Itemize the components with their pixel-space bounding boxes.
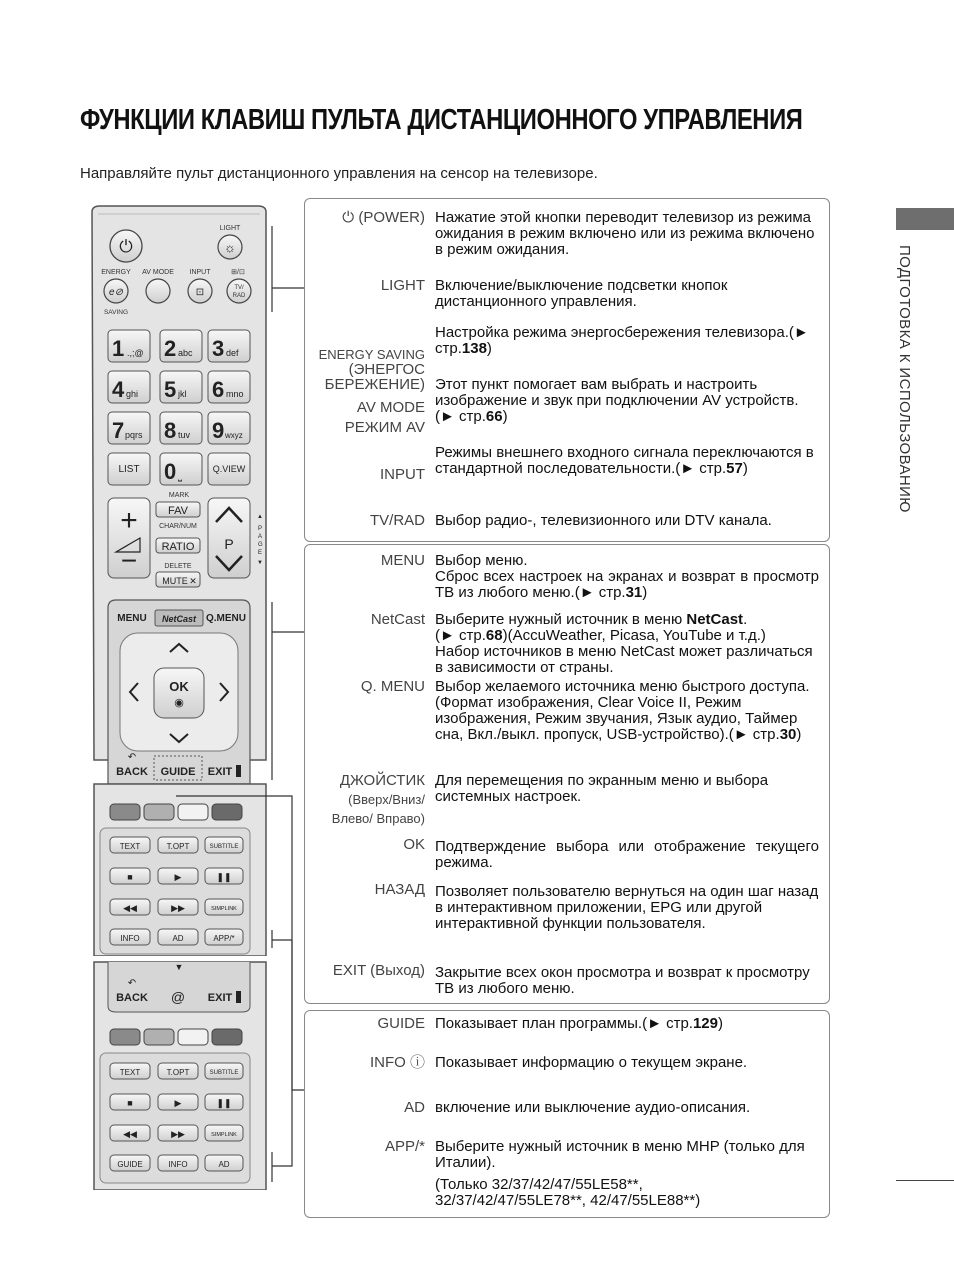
digit-key-8 — [160, 412, 202, 444]
svg-text:MUTE: MUTE — [162, 576, 188, 586]
svg-text:SUBTITLE: SUBTITLE — [209, 844, 239, 850]
svg-text:↶: ↶ — [127, 752, 137, 763]
svg-text:wxyz: wxyz — [225, 431, 243, 440]
menu-key: MENU — [117, 613, 147, 624]
svg-text:❚❚: ❚❚ — [216, 1098, 232, 1108]
svg-text:def: def — [226, 348, 239, 358]
svg-text:TV/: TV/ — [234, 285, 244, 291]
digit-key-4 — [108, 371, 150, 403]
avmode-label: AV MODE — [142, 269, 174, 276]
svg-text:P: P — [224, 536, 234, 552]
description-box-3: GUIDE Показывает план программы.(► стр.129) INFO ⓘ Показывает информацию о текущем экране. AD включение или выключение аудио-описания. APP/* Выберите нужный источник в меню MHP (только для Италии). (Только 32/37/42/47/55LE58**, 32/37/42/47/55LE78**, 42/47/55LE88**) — [304, 1010, 830, 1218]
svg-text:▲: ▲ — [257, 514, 263, 520]
tvrad-icon-label: ⊞/⊡ — [231, 269, 245, 276]
svg-text:■: ■ — [127, 1098, 133, 1108]
svg-text:APP/*: APP/* — [213, 934, 235, 943]
svg-text:↶: ↶ — [127, 978, 137, 989]
svg-text:▼: ▼ — [174, 962, 184, 972]
svg-text:3: 3 — [212, 336, 225, 361]
svg-text:▶: ▶ — [174, 1098, 182, 1108]
svg-text:INFO: INFO — [168, 1160, 188, 1169]
svg-text:▼: ▼ — [257, 560, 263, 566]
svg-text:◀◀: ◀◀ — [123, 903, 137, 913]
svg-text:AD: AD — [172, 934, 184, 943]
svg-text:✕: ✕ — [189, 576, 197, 586]
svg-text:mno: mno — [226, 389, 244, 399]
svg-text:P: P — [258, 526, 263, 532]
page-title: ФУНКЦИИ КЛАВИШ ПУЛЬТА ДИСТАНЦИОННОГО УПРАВЛЕНИЯ — [80, 104, 803, 136]
light-label: LIGHT — [219, 225, 241, 232]
digit-key-6 — [208, 371, 250, 403]
svg-text:⊡: ⊡ — [195, 287, 205, 298]
svg-text:jkl: jkl — [178, 389, 187, 399]
netcast-key: NetCast — [161, 614, 197, 624]
svg-text:RATIO: RATIO — [161, 541, 195, 553]
delete-label: DELETE — [164, 563, 192, 570]
svg-text:OK: OK — [169, 679, 189, 694]
svg-text:ghi: ghi — [126, 389, 139, 399]
svg-text:RAD: RAD — [232, 293, 246, 299]
exit-key: EXIT — [207, 766, 233, 778]
back-key: BACK — [116, 766, 148, 778]
svg-text:▶▶: ▶▶ — [171, 903, 185, 913]
digit-key-7 — [108, 412, 150, 444]
svg-text:2: 2 — [164, 336, 177, 361]
svg-text:◉: ◉ — [174, 697, 184, 709]
svg-text:⎵: ⎵ — [178, 471, 182, 482]
svg-text:pqrs: pqrs — [125, 430, 143, 440]
svg-text:T.OPT: T.OPT — [166, 842, 190, 851]
list-key — [108, 453, 150, 485]
svg-text:AD: AD — [218, 1160, 230, 1169]
svg-text:.,;@: .,;@ — [127, 348, 144, 358]
svg-text:e⊘: e⊘ — [109, 287, 123, 298]
section-side-label: ПОДГОТОВКА К ИСПОЛЬЗОВАНИЮ — [896, 245, 913, 513]
page-subtitle: Направляйте пульт дистанционного управления на сенсор на телевизоре. — [80, 165, 598, 182]
section-tab-marker — [896, 208, 954, 230]
svg-text:4: 4 — [112, 377, 125, 402]
av-mode-button — [146, 279, 170, 303]
svg-text:■: ■ — [127, 872, 133, 882]
remote-illustration — [80, 200, 304, 1190]
energy-label: ENERGY — [101, 269, 131, 276]
svg-text:⏻: ⏻ — [119, 237, 133, 256]
digit-key-1 — [108, 330, 150, 362]
svg-text:☼: ☼ — [224, 240, 236, 255]
svg-text:▶▶: ▶▶ — [171, 1129, 185, 1139]
at-key: @ — [170, 989, 186, 1005]
input-label: INPUT — [189, 269, 211, 276]
svg-text:8: 8 — [164, 418, 177, 443]
svg-text:FAV: FAV — [168, 505, 188, 517]
digit-key-2 — [160, 330, 202, 362]
digit-key-9 — [208, 412, 250, 444]
svg-text:Q.VIEW: Q.VIEW — [212, 464, 246, 474]
svg-text:INFO: INFO — [120, 934, 140, 943]
svg-text:GUIDE: GUIDE — [117, 1160, 143, 1169]
tv-rad-button — [227, 279, 251, 303]
svg-text:5: 5 — [164, 377, 177, 402]
exit-key-2: EXIT — [207, 992, 233, 1004]
saving-label: SAVING — [103, 309, 129, 316]
qmenu-key: Q.MENU — [206, 613, 246, 624]
svg-text:−: − — [120, 545, 138, 576]
svg-text:0: 0 — [164, 459, 177, 484]
svg-text:◀◀: ◀◀ — [123, 1129, 137, 1139]
back-key-2: BACK — [116, 992, 148, 1004]
svg-text:G: G — [258, 542, 263, 548]
page-number-rule — [896, 1180, 954, 1181]
svg-text:E: E — [258, 550, 263, 556]
digit-key-3 — [208, 330, 250, 362]
svg-text:A: A — [258, 534, 263, 540]
digit-key-0 — [160, 453, 202, 485]
svg-text:7: 7 — [112, 418, 125, 443]
svg-text:SUBTITLE: SUBTITLE — [209, 1070, 239, 1076]
svg-text:+: + — [120, 504, 138, 537]
power-icon: ⏻ — [342, 209, 355, 226]
svg-text:6: 6 — [212, 377, 225, 402]
svg-text:TEXT: TEXT — [119, 842, 141, 851]
guide-key: GUIDE — [160, 766, 196, 778]
mark-label: MARK — [168, 492, 190, 499]
svg-text:abc: abc — [178, 348, 193, 358]
svg-text:LIST: LIST — [118, 464, 140, 475]
svg-text:9: 9 — [212, 418, 225, 443]
svg-text:1: 1 — [112, 336, 125, 361]
charnum-label: CHAR/NUM — [159, 523, 197, 530]
svg-text:SIMPLINK: SIMPLINK — [211, 906, 237, 912]
svg-text:tuv: tuv — [178, 430, 191, 440]
description-box-1: ⏻ (POWER) Нажатие этой кнопки переводит телевизор из режима ожидания в режим включено или из режима включено в режим ожидания. LIGHT Включение/выключение подсветки кнопок дистанционного управления. ENERGY SAVING (ЭНЕРГОС БЕРЕЖЕНИЕ) Настройка режима энергосбережения телевизора.(► стр.138) AV MODE РЕЖИМ AV Этот пункт помогает вам выбрать и настроить изображение и звук при подключении AV устройств. (► стр.66) INPUT Режимы внешнего входного сигнала переключаются в стандартной последовательности.(► стр.57) TV/RAD Выбор радио-, телевизионного или DTV канала. — [304, 198, 830, 542]
digit-key-5 — [160, 371, 202, 403]
description-box-2: MENU Выбор меню. Сброс всех настроек на экранах и возврат в просмотр ТВ из любого меню.(► стр.31) NetCast Выберите нужный источник в меню NetCast. (► стр.68)(AccuWeather, Picasa, YouTube и т.д.) Набор источников в меню NetCast может различаться в зависимости от страны. Q. MENU Выбор желаемого источника меню быстрого доступа. (Формат изображения, Clear Voice II, Режим изображения, Режим звучания, Язык аудио, Таймер сна, Вкл./выкл. пропуск, USB-устройство).(► стр.30) ДЖОЙСТИК (Вверх/Вниз/ Влево/ Вправо) Для перемещения по экранным меню и выбора системных настроек. OK Подтверждение выбора или отображение текущего режима. НАЗАД Позволяет пользователю вернуться на один шаг назад в интерактивном приложении, EPG или другой интерактивной функции пользователя. EXIT (Выход) Закрытие всех окон просмотра и возврат к просмотру ТВ из любого меню. — [304, 544, 830, 1004]
svg-text:SIMPLINK: SIMPLINK — [211, 1132, 237, 1138]
qview-key — [208, 453, 250, 485]
svg-text:▶: ▶ — [174, 872, 182, 882]
svg-text:T.OPT: T.OPT — [166, 1068, 190, 1077]
svg-text:TEXT: TEXT — [119, 1068, 141, 1077]
svg-text:❚❚: ❚❚ — [216, 872, 232, 882]
